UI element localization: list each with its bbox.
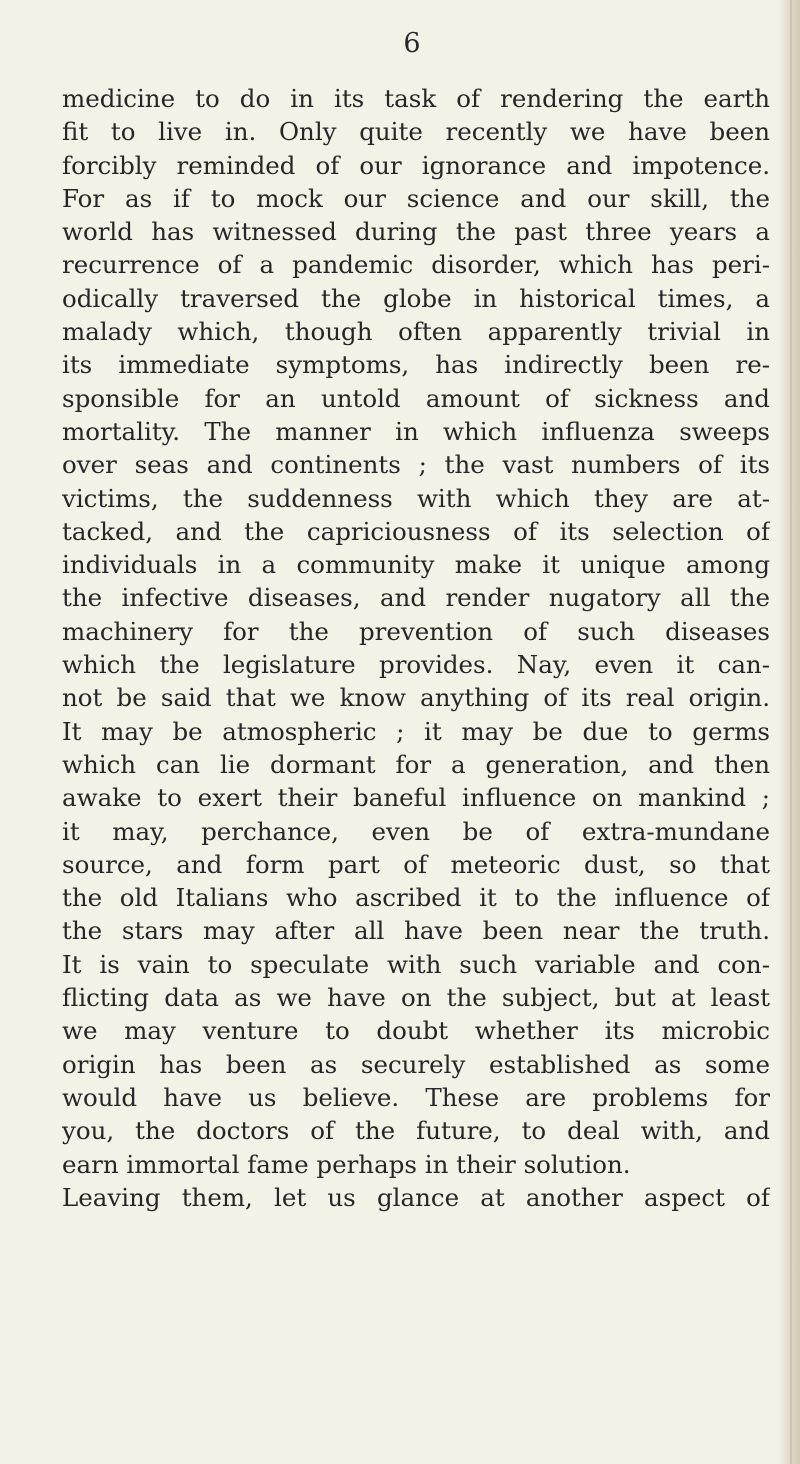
text-line: For as if to mock our science and our skill, the: [62, 183, 770, 213]
text-line: malady which, though often apparently trivial in: [62, 317, 770, 347]
text-line: its immediate symptoms, has indirectly been re-: [62, 350, 770, 380]
text-line: not be said that we know anything of its real origin.: [62, 683, 770, 713]
body-text: [62, 82, 770, 1214]
text-line: tacked, and the capriciousness of its selection of: [62, 516, 770, 546]
text-line: flicting data as we have on the subject, but at least: [62, 983, 770, 1013]
text-line: sponsible for an untold amount of sickness and: [62, 383, 770, 413]
text-line: the stars may after all have been near the truth.: [62, 916, 770, 946]
page-edge-shadow: [778, 0, 800, 1464]
text-line: which the legislature provides. Nay, even it can-: [62, 650, 770, 680]
text-line: recurrence of a pandemic disorder, which has peri-: [62, 250, 770, 280]
page-edge-line: [790, 0, 792, 1464]
text-line: machinery for the prevention of such diseases: [62, 616, 770, 646]
text-line: it may, perchance, even be of extra-mundane: [62, 816, 770, 846]
text-line: source, and form part of meteoric dust, so that: [62, 849, 770, 879]
text-line: over seas and continents ; the vast numbers of its: [62, 450, 770, 480]
text-line: fit to live in. Only quite recently we have been: [62, 117, 770, 147]
text-line: the old Italians who ascribed it to the influence of: [62, 883, 770, 913]
text-line: which can lie dormant for a generation, and then: [62, 749, 770, 779]
text-line: origin has been as securely established as some: [62, 1049, 770, 1079]
page-number: 6: [403, 28, 421, 59]
text-line: medicine to do in its task of rendering the earth: [62, 84, 770, 113]
text-line: forcibly reminded of our ignorance and impotence.: [62, 150, 770, 180]
text-line: would have us believe. These are problems for: [62, 1082, 770, 1112]
text-line: we may venture to doubt whether its microbic: [62, 1016, 770, 1046]
text-line: mortality. The manner in which influenza sweeps: [62, 416, 770, 446]
text-line: It may be atmospheric ; it may be due to germs: [62, 716, 770, 746]
text-line: the infective diseases, and render nugatory all the: [62, 583, 770, 613]
text-line: individuals in a community make it unique among: [62, 550, 770, 580]
text-line: odically traversed the globe in historical times, a: [62, 283, 770, 313]
text-line: It is vain to speculate with such variable and con-: [62, 949, 770, 979]
text-line: Leaving them, let us glance at another aspect of: [62, 1182, 770, 1212]
text-line: you, the doctors of the future, to deal with, and: [62, 1116, 770, 1146]
text-line: awake to exert their baneful influence on mankind ;: [62, 783, 770, 813]
text-line: world has witnessed during the past three years a: [62, 217, 770, 247]
text-line: earn immortal fame perhaps in their solution.: [62, 1149, 631, 1179]
text-line: victims, the suddenness with which they are at-: [62, 483, 770, 513]
